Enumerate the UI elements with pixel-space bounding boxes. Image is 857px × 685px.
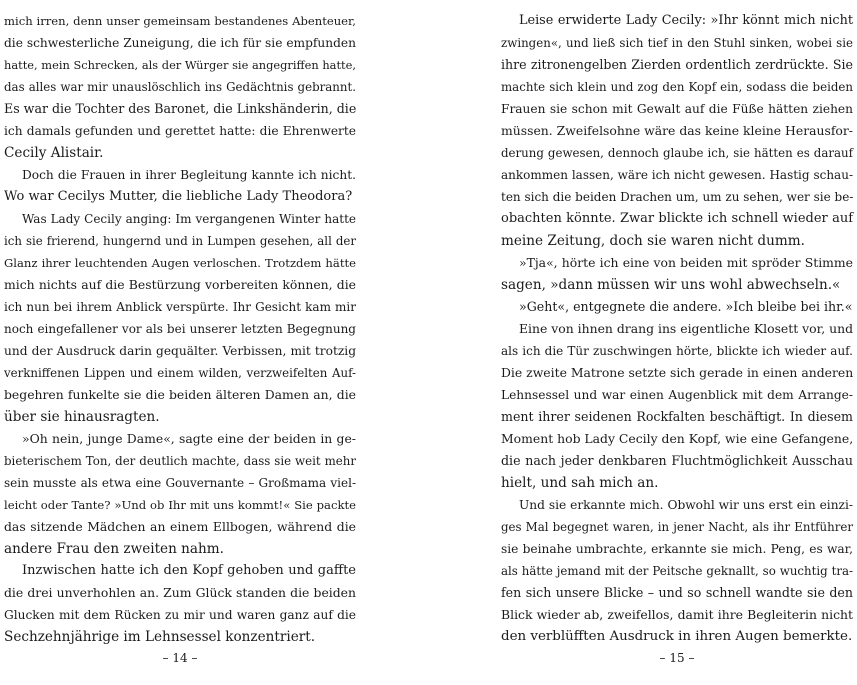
text-line: mich irren, denn unser gemeinsam bestandenes Abenteuer, xyxy=(4,14,356,28)
text-line: die nach jeder denkbaren Fluchtmöglichkeit Ausschau xyxy=(501,453,853,468)
text-line: das alles war mir unauslöschlich ins Gedächtnis gebrannt. xyxy=(4,80,356,94)
text-line: als hätte jemand mit der Peitsche geknallt, so wuchtig tra- xyxy=(501,564,853,578)
text-line: zwingen«, und ließ sich tief in den Stuhl sinken, wobei sie xyxy=(501,36,853,50)
text-line: Cecily Alistair. xyxy=(4,145,104,161)
text-line: Und sie erkannte mich. Obwohl wir uns erst ein einzi- xyxy=(519,498,853,512)
text-line: Doch die Frauen in ihrer Begleitung kannte ich nicht. xyxy=(22,168,356,182)
text-line: Inzwischen hatte ich den Kopf gehoben und gaffte xyxy=(22,563,356,578)
text-line: Glanz ihrer leuchtenden Augen verloschen. Trotzdem hätte xyxy=(4,256,356,270)
text-line: Die zweite Matrone setzte sich gerade in einen anderen xyxy=(501,365,854,380)
text-line: die schwesterliche Zuneigung, die ich für sie empfunden xyxy=(4,36,356,50)
text-line: »Tja«, hörte ich eine von beiden mit spröder Stimme xyxy=(519,255,853,270)
text-line: und der Ausdruck darin gequälter. Verbissen, mit trotzig xyxy=(4,344,356,358)
text-line: ich damals gefunden und gerettet hatte: die Ehrenwerte xyxy=(4,124,356,138)
text-line: ten sich die beiden Drachen um, um zu sehen, wer sie be- xyxy=(501,190,854,204)
text-line: Lehnsessel und war einen Augenblick mit dem Arrange- xyxy=(501,388,853,402)
text-line: Wo war Cecilys Mutter, die liebliche Lady Theodora? xyxy=(4,189,353,204)
text-line: obachten könnte. Zwar blickte ich schnell wieder auf xyxy=(501,211,853,226)
text-line: hatte, mein Schrecken, als der Würger sie angegriffen hatte, xyxy=(4,58,356,72)
text-line: derung gewesen, dennoch glaube ich, sie hätten es darauf xyxy=(501,146,853,160)
text-line: noch eingefallener vor als bei unserer letzten Begegnung xyxy=(4,322,356,336)
text-line: sein musste als etwa eine Gouvernante – Großmama viel- xyxy=(4,476,356,490)
text-line: Moment hob Lady Cecily den Kopf, wie eine Gefangene, xyxy=(501,431,854,446)
text-line: Es war die Tochter des Baronet, die Linkshänderin, die xyxy=(4,101,357,116)
text-line: den verblüfften Ausdruck in ihren Augen bemerkte. xyxy=(501,629,853,644)
text-line: Eine von ihnen drang ins eigentliche Klosett vor, und xyxy=(519,321,853,336)
page-number: – 14 – xyxy=(162,651,198,665)
left-page xyxy=(0,0,360,685)
text-line: »Geht«, entgegnete die andere. »Ich bleibe bei ihr.« xyxy=(519,299,853,314)
text-line: »Oh nein, junge Dame«, sagte eine der beiden in ge- xyxy=(22,431,356,446)
text-line: sie beinahe umbrachte, erkannte sie mich. Peng, es war, xyxy=(501,542,853,556)
text-line: das sitzende Mädchen an einem Ellbogen, während die xyxy=(4,519,356,534)
page-number: – 15 – xyxy=(659,651,695,665)
text-line: begehren funkelte sie die beiden älteren Damen an, die xyxy=(4,387,356,402)
text-line: machte sich klein und zog den Kopf ein, sodass die beiden xyxy=(501,80,853,94)
text-line: ihre zitronengelben Zierden ordentlich zerdrückte. Sie xyxy=(501,57,853,72)
text-line: leicht oder Tante? »Und ob Ihr mit uns kommt!« Sie packte xyxy=(4,498,356,512)
text-line: bieterischem Ton, der deutlich machte, dass sie weit mehr xyxy=(4,454,356,468)
text-line: ges Mal begegnet waren, in jener Nacht, als ihr Entführer xyxy=(501,520,853,534)
text-line: ment ihrer seidenen Rockfalten beschäftigt. In diesem xyxy=(501,409,853,424)
text-line: Frauen sie schon mit Gewalt auf die Füße hätten ziehen xyxy=(501,102,853,116)
text-line: hielt, und sah mich an. xyxy=(501,475,659,491)
text-line: Leise erwiderte Lady Cecily: »Ihr könnt mich nicht xyxy=(519,13,853,28)
text-line: die drei unverhohlen an. Zum Glück standen die beiden xyxy=(4,585,356,600)
text-line: müssen. Zweifelsohne wäre das keine kleine Herausfor- xyxy=(501,123,853,138)
text-line: Was Lady Cecily anging: Im vergangenen Winter hatte xyxy=(22,212,356,226)
text-line: meine Zeitung, doch sie waren nicht dumm. xyxy=(501,233,805,249)
text-line: fen sich unsere Blicke – und so schnell wandte sie den xyxy=(501,585,853,600)
text-line: Glucken mit dem Rücken zu mir und waren ganz auf die xyxy=(4,608,356,622)
text-line: ich sie frierend, hungernd und in Lumpen gesehen, all der xyxy=(4,234,356,248)
text-line: ankommen lassen, wäre ich nicht gewesen. Hastig schau- xyxy=(501,168,853,182)
text-line: über sie hinausragten. xyxy=(4,409,160,425)
text-line: ich nun bei ihrem Anblick verspürte. Ihr Gesicht kam mir xyxy=(4,300,356,314)
text-line: sagen, »dann müssen wir uns wohl abwechseln.« xyxy=(501,277,841,293)
text-line: als ich die Tür zuschwingen hörte, blickte ich wieder auf. xyxy=(501,344,853,358)
text-line: verkniffenen Lippen und einem wilden, verzweifelten Auf- xyxy=(4,366,356,380)
text-line: andere Frau den zweiten nahm. xyxy=(4,541,225,557)
right-page xyxy=(497,0,857,685)
text-line: mich nichts auf die Bestürzung vorbereiten können, die xyxy=(4,277,356,292)
text-line: Sechzehnjährige im Lehnsessel konzentriert. xyxy=(4,629,316,645)
text-line: Blick wieder ab, zweifellos, damit ihre Begleiterin nicht xyxy=(501,607,853,622)
